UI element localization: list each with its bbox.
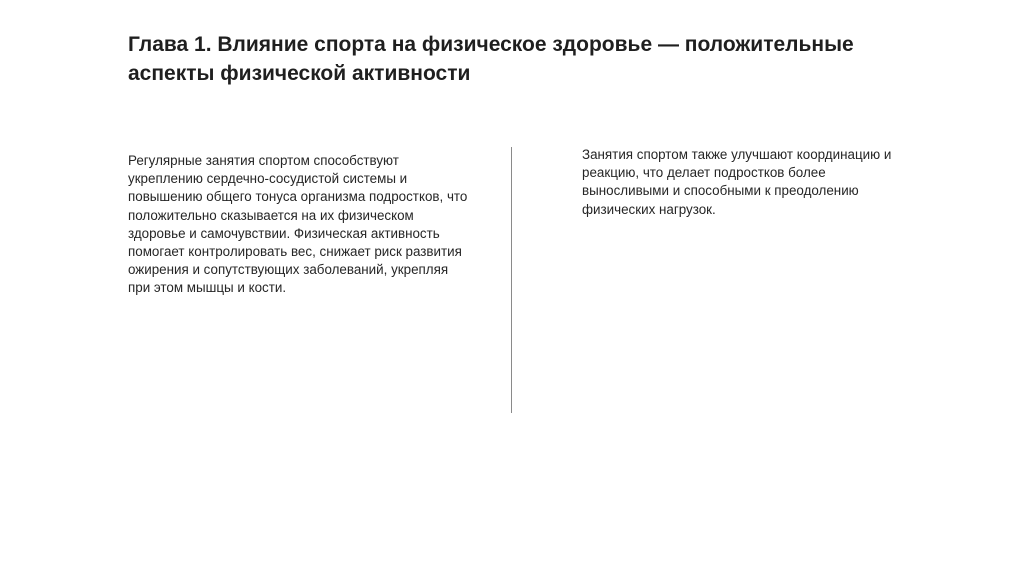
slide-title: Глава 1. Влияние спорта на физическое здоровье — положительные аспекты физической активности [128, 33, 854, 85]
left-column-text: Регулярные занятия спортом способствуют укреплению сердечно-сосудистой системы и повышению общего тонуса организма подростков, что положительно сказывается на их физическом здоровье и самочувствии. Физическая активность помогает контролировать вес, снижает риск развития ожирения и сопутствующих заболеваний, укрепляя при этом мышцы и кости. [128, 153, 468, 296]
column-divider [511, 147, 512, 413]
right-column-text: Занятия спортом также улучшают координацию и реакцию, что делает подростков более выносливыми и способными к преодолению физических нагрузок. [582, 147, 892, 217]
